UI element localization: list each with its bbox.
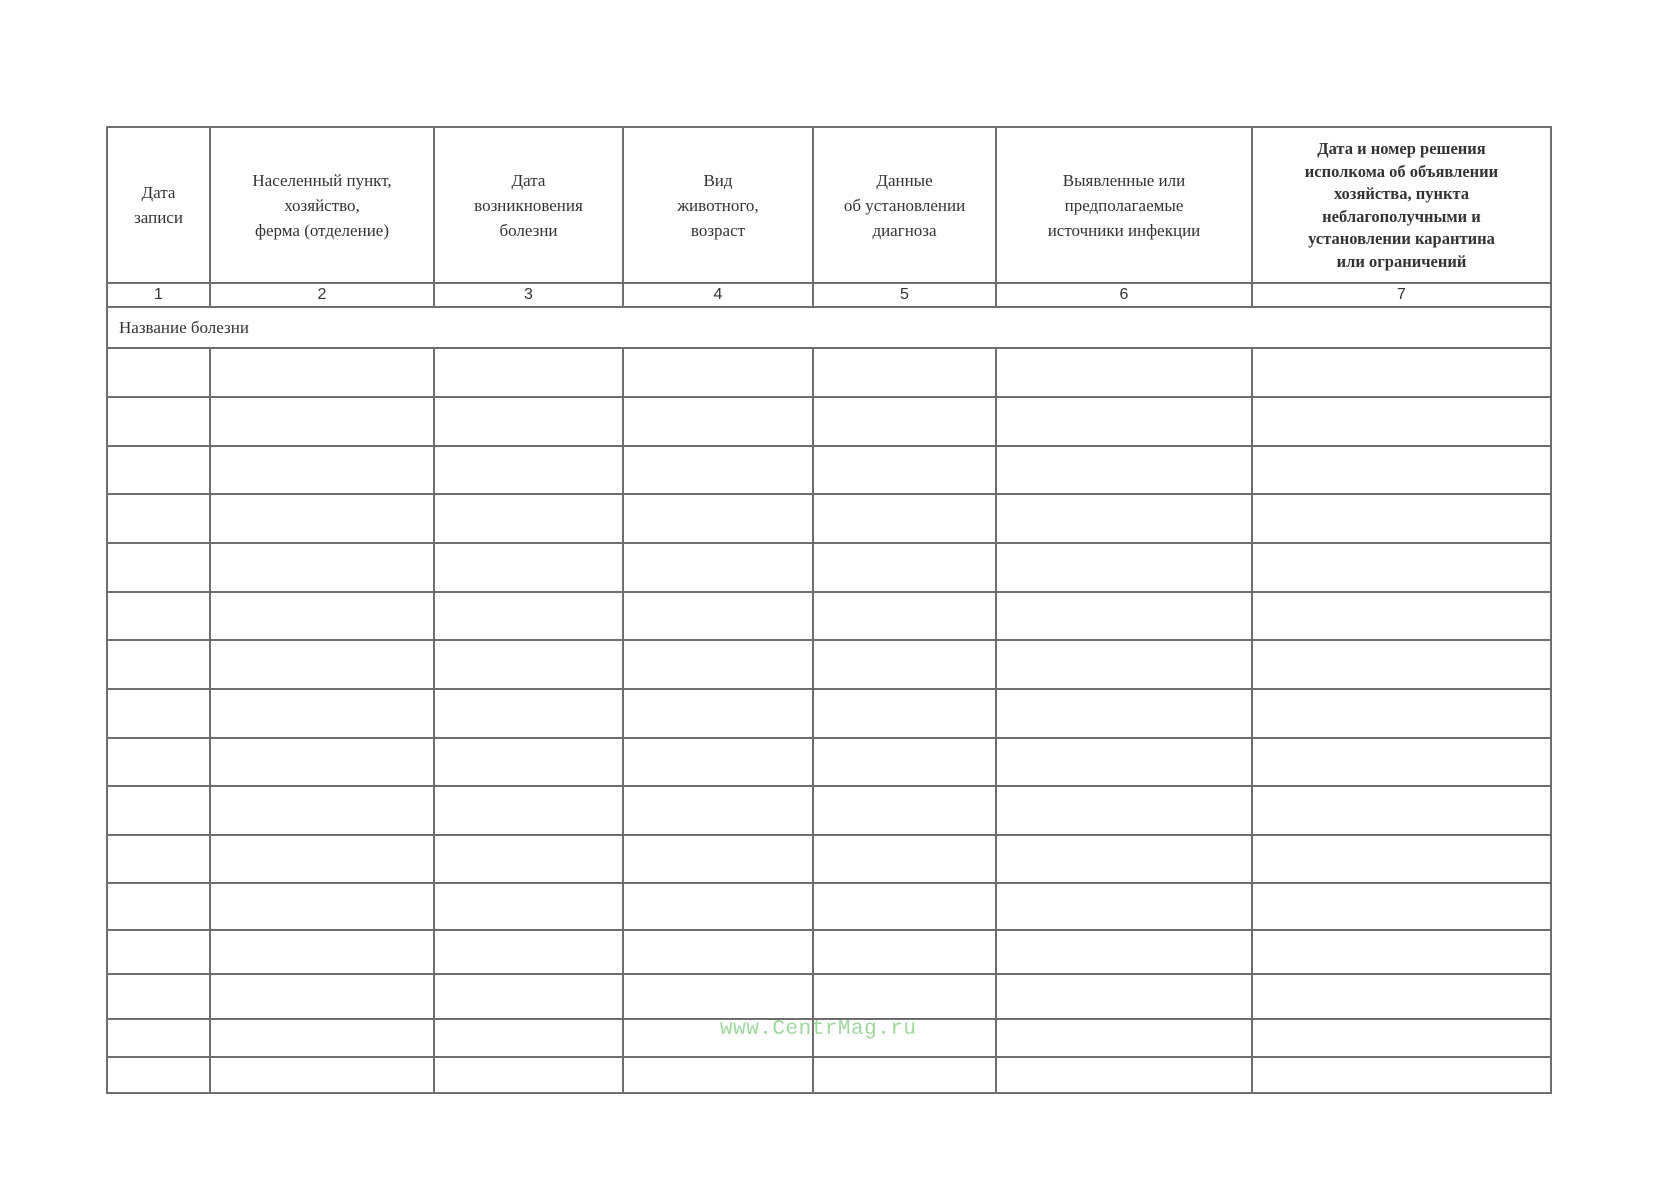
table-cell[interactable] [210, 348, 434, 397]
table-cell[interactable] [813, 348, 996, 397]
table-cell[interactable] [1252, 592, 1551, 641]
table-cell[interactable] [107, 738, 210, 787]
table-cell[interactable] [210, 446, 434, 495]
table-cell[interactable] [623, 883, 813, 930]
column-number-row [107, 283, 1551, 307]
table-cell[interactable] [996, 835, 1252, 884]
col-header-animal-type: Вид животного, возраст [623, 127, 813, 283]
table-row [107, 494, 1551, 543]
table-cell[interactable] [623, 689, 813, 738]
table-cell[interactable] [623, 738, 813, 787]
table-cell[interactable] [434, 1057, 623, 1093]
table-cell[interactable] [1252, 397, 1551, 446]
table-cell[interactable] [996, 786, 1252, 835]
table-cell[interactable] [1252, 543, 1551, 592]
table-cell[interactable] [623, 835, 813, 884]
table-cell[interactable] [996, 1019, 1252, 1057]
column-number: 2 [210, 283, 434, 307]
column-number: 5 [813, 283, 996, 307]
table-cell[interactable] [1252, 1057, 1551, 1093]
table-row [107, 592, 1551, 641]
table-cell[interactable] [623, 640, 813, 689]
table-cell[interactable] [107, 446, 210, 495]
table-cell[interactable] [107, 494, 210, 543]
table-row [107, 738, 1551, 787]
table-cell[interactable] [813, 640, 996, 689]
table-cell[interactable] [434, 543, 623, 592]
table-cell[interactable] [1252, 1019, 1551, 1057]
table-cell[interactable] [434, 738, 623, 787]
table-cell[interactable] [434, 689, 623, 738]
table-row [107, 930, 1551, 974]
table-cell[interactable] [813, 930, 996, 974]
table-row [107, 446, 1551, 495]
table-cell[interactable] [107, 1019, 210, 1057]
table-cell[interactable] [996, 640, 1252, 689]
table-cell[interactable] [996, 348, 1252, 397]
table-cell[interactable] [813, 543, 996, 592]
col-header-onset-date: Дата возникновения болезни [434, 127, 623, 283]
table-cell[interactable] [996, 883, 1252, 930]
table-cell[interactable] [623, 494, 813, 543]
table-cell[interactable] [623, 930, 813, 974]
table-cell[interactable] [1252, 974, 1551, 1018]
table-cell[interactable] [210, 689, 434, 738]
table-row [107, 786, 1551, 835]
disease-registry-table [106, 126, 1552, 1094]
table-cell[interactable] [210, 1019, 434, 1057]
table-cell[interactable] [623, 592, 813, 641]
table-cell[interactable] [107, 930, 210, 974]
table-cell[interactable] [210, 640, 434, 689]
table-cell[interactable] [996, 1057, 1252, 1093]
table-cell[interactable] [1252, 446, 1551, 495]
table-cell[interactable] [107, 592, 210, 641]
table-cell[interactable] [996, 738, 1252, 787]
table-row [107, 543, 1551, 592]
header-row [107, 127, 1551, 283]
table-cell[interactable] [1252, 883, 1551, 930]
table-cell[interactable] [813, 786, 996, 835]
column-number: 1 [107, 283, 210, 307]
table-cell[interactable] [996, 930, 1252, 974]
table-cell[interactable] [107, 786, 210, 835]
table-cell[interactable] [434, 494, 623, 543]
column-number: 7 [1252, 283, 1551, 307]
table-cell[interactable] [434, 883, 623, 930]
table-cell[interactable] [107, 835, 210, 884]
table-cell[interactable] [434, 348, 623, 397]
table-cell[interactable] [623, 974, 813, 1018]
table-row [107, 689, 1551, 738]
table-cell[interactable] [210, 930, 434, 974]
table-row [107, 883, 1551, 930]
table-cell[interactable] [623, 543, 813, 592]
table-cell[interactable] [434, 592, 623, 641]
table-cell[interactable] [996, 543, 1252, 592]
table-cell[interactable] [107, 397, 210, 446]
col-header-infection-source: Выявленные или предполагаемые источники инфекции [996, 127, 1252, 283]
table-cell[interactable] [434, 640, 623, 689]
table-cell[interactable] [996, 494, 1252, 543]
table-row [107, 397, 1551, 446]
table-cell[interactable] [1252, 835, 1551, 884]
col-header-locality: Населенный пункт, хозяйство, ферма (отделение) [210, 127, 434, 283]
table-row [107, 1057, 1551, 1093]
table-cell[interactable] [623, 786, 813, 835]
table-cell[interactable] [107, 543, 210, 592]
table-cell[interactable] [210, 883, 434, 930]
section-row [107, 307, 1551, 348]
table-cell[interactable] [210, 494, 434, 543]
table-cell[interactable] [813, 974, 996, 1018]
table-cell[interactable] [434, 1019, 623, 1057]
table-cell[interactable] [210, 835, 434, 884]
table-cell[interactable] [107, 348, 210, 397]
table-cell[interactable] [623, 397, 813, 446]
table-cell[interactable] [813, 397, 996, 446]
table-cell[interactable] [210, 397, 434, 446]
table-cell[interactable] [434, 835, 623, 884]
watermark: www.CentrMag.ru [720, 1018, 917, 1041]
column-number: 3 [434, 283, 623, 307]
table-cell[interactable] [434, 930, 623, 974]
table-cell[interactable] [210, 974, 434, 1018]
col-header-entry-date: Дата записи [107, 127, 210, 283]
table-cell[interactable] [623, 348, 813, 397]
table-cell[interactable] [813, 446, 996, 495]
table-cell[interactable] [996, 689, 1252, 738]
table-cell[interactable] [434, 786, 623, 835]
table-cell[interactable] [107, 883, 210, 930]
table-cell[interactable] [623, 446, 813, 495]
table-cell[interactable] [107, 1057, 210, 1093]
table-cell[interactable] [996, 592, 1252, 641]
table-cell[interactable] [813, 494, 996, 543]
table-cell[interactable] [210, 543, 434, 592]
table-cell[interactable] [1252, 494, 1551, 543]
table-cell[interactable] [813, 592, 996, 641]
table-cell[interactable] [996, 974, 1252, 1018]
table-cell[interactable] [813, 689, 996, 738]
table-cell[interactable] [1252, 689, 1551, 738]
table-cell[interactable] [210, 1057, 434, 1093]
column-number: 4 [623, 283, 813, 307]
table-cell[interactable] [210, 786, 434, 835]
column-number: 6 [996, 283, 1252, 307]
table-cell[interactable] [107, 974, 210, 1018]
table-cell[interactable] [996, 446, 1252, 495]
table-cell[interactable] [623, 1057, 813, 1093]
table-cell[interactable] [813, 835, 996, 884]
col-header-quarantine-decision: Дата и номер решения исполкома об объявлении хозяйства, пункта неблагополучными и установлении карантина или ограничений [1252, 127, 1551, 283]
table-cell[interactable] [434, 397, 623, 446]
table-cell[interactable] [1252, 640, 1551, 689]
table-row [107, 974, 1551, 1018]
table-cell[interactable] [107, 689, 210, 738]
table-cell[interactable] [813, 738, 996, 787]
table-cell[interactable] [210, 592, 434, 641]
table-row [107, 640, 1551, 689]
table-cell[interactable] [434, 446, 623, 495]
table-cell[interactable] [210, 738, 434, 787]
table-cell[interactable] [434, 974, 623, 1018]
table-cell[interactable] [813, 1057, 996, 1093]
table-row [107, 835, 1551, 884]
table-row [107, 348, 1551, 397]
table-cell[interactable] [1252, 738, 1551, 787]
col-header-diagnosis: Данные об установлении диагноза [813, 127, 996, 283]
table-cell[interactable] [1252, 930, 1551, 974]
table-cell[interactable] [813, 883, 996, 930]
disease-name-label: Название болезни [107, 307, 1551, 348]
table-cell[interactable] [1252, 786, 1551, 835]
table-cell[interactable] [996, 397, 1252, 446]
table-cell[interactable] [107, 640, 210, 689]
table-cell[interactable] [1252, 348, 1551, 397]
